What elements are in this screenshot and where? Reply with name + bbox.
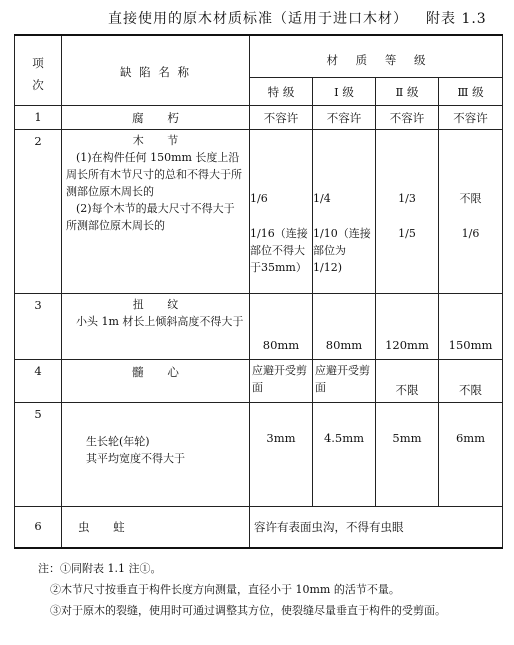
header-grade-1: Ⅰ 级 <box>313 77 376 105</box>
header-item-no: 项次 <box>15 35 62 105</box>
note-1: 注：①同附表 1.1 注①。 <box>38 562 162 575</box>
note-2: ②木节尺寸按垂直于构件长度方向测量，直径小于 10mm 的活节不量。 <box>50 583 400 596</box>
table-row: 2 木 节 (1)在构件任何 150mm 长度上沿周长所有木节尺寸的总和不得大于所测部位原木周长的 (2)每个木节的最大尺寸不得大于所测部位原木周长的 1/6 1/16（连接部位不得大于35mm） 1/4 1/10（连接部位为 1/12) 1/3 1/5 不限 1/6 <box>15 129 503 293</box>
header-defect-name: 缺 陷 名 称 <box>62 35 250 105</box>
header-grade-2: Ⅱ 级 <box>376 77 439 105</box>
table-row: 4 髓 心 应避开受剪 面 应避开受剪 面 不限 不限 <box>15 359 503 402</box>
table-row: 1 腐 朽 不容许 不容许 不容许 不容许 <box>15 105 503 129</box>
table-row: 5 生长轮(年轮) 其平均宽度不得大于 3mm 4.5mm 5mm 6mm <box>15 402 503 506</box>
note-3: ③对于原木的裂缝，使用时可通过调整其方位，使裂缝尽量垂直于构件的受剪面。 <box>50 604 446 617</box>
appendix-label: 附表 1.3 <box>426 11 487 27</box>
header-grade-special: 特 级 <box>250 77 313 105</box>
table-title <box>108 8 487 28</box>
header-grade-3: Ⅲ 级 <box>439 77 503 105</box>
material-grade-table <box>14 34 503 549</box>
title-text: 直接使用的原木材质标准（适用于进口木材） <box>108 11 408 27</box>
table-row: 3 扭 纹 小头 1m 材长上倾斜高度不得大于 80mm 80mm 120mm 150mm <box>15 293 503 359</box>
table-row: 6 虫 蛀 容许有表面虫沟，不得有虫眼 <box>15 506 503 548</box>
header-grade-group: 材 质 等 级 <box>250 35 503 77</box>
footnotes <box>38 558 508 621</box>
